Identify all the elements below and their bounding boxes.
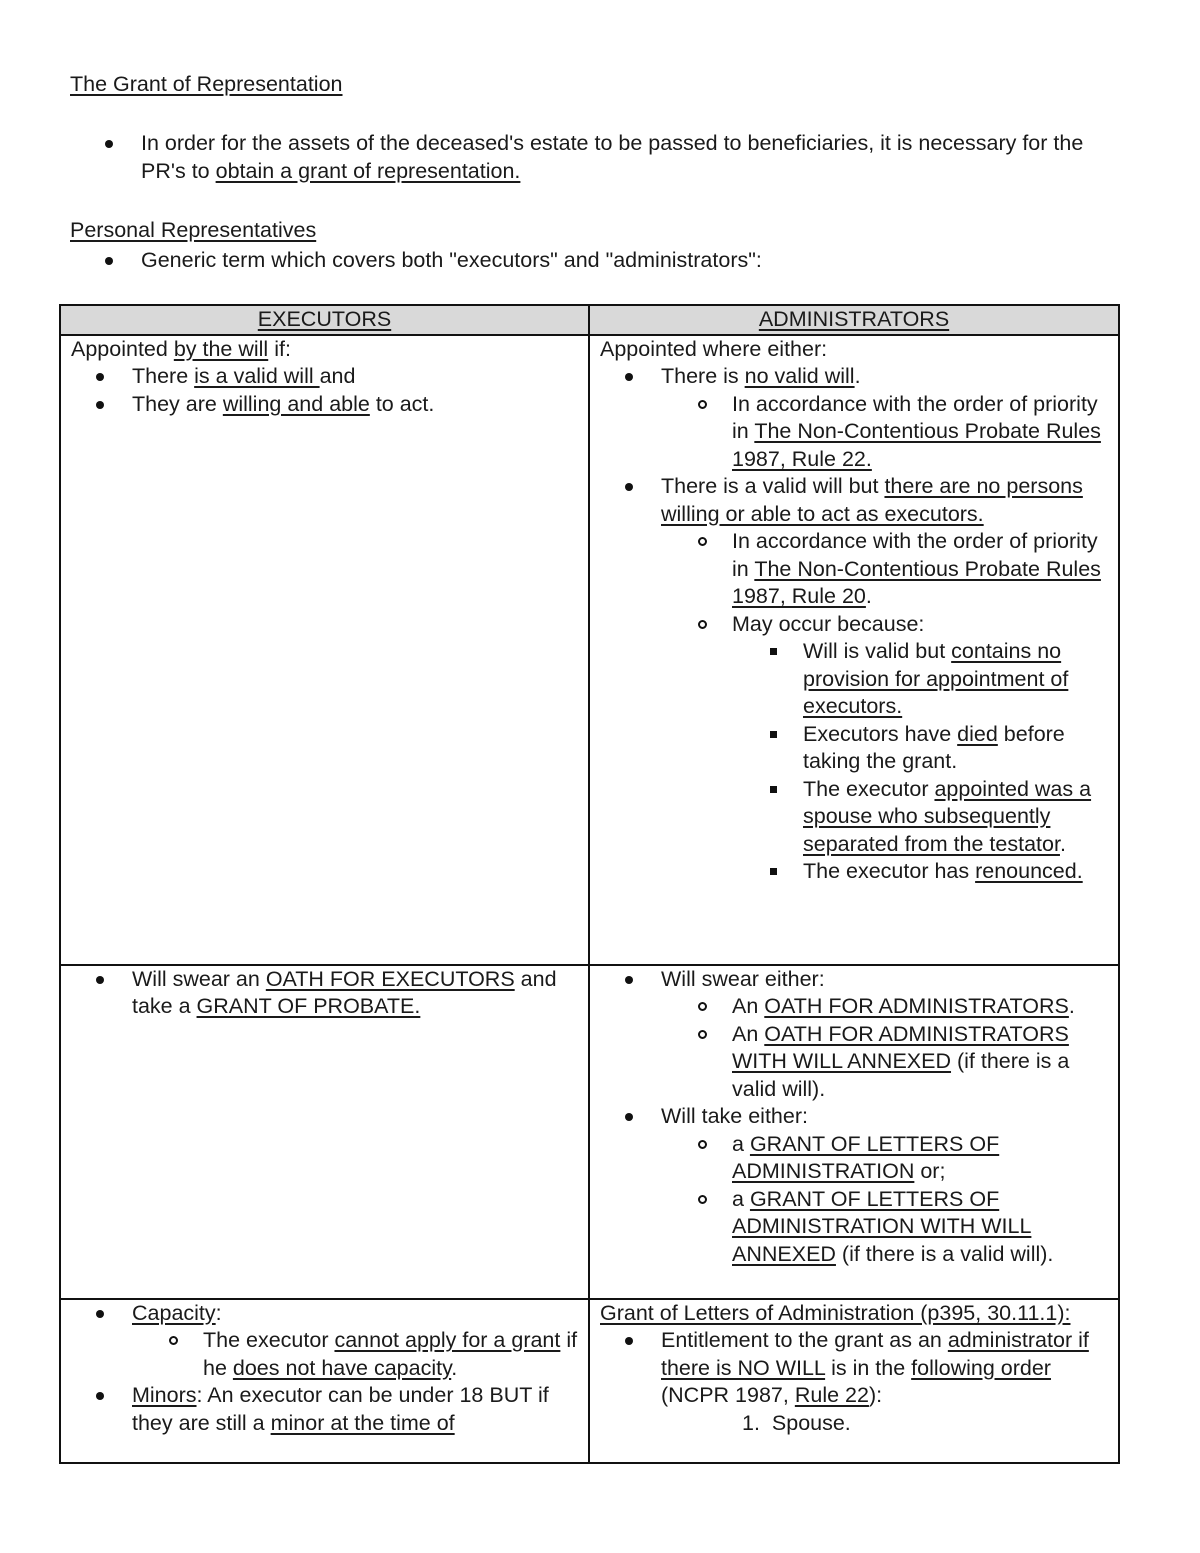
list-item: The executor appointed was a spouse who subsequently separated from the testator. xyxy=(732,776,1108,859)
administrators-appointment-cell: Appointed where either: There is no valid will. In accordance with the order of priority in The Non-Contentious Probate Rules 1987, Rule 22. There is a valid will but there are no persons willing or able to act as executors. In accordance with the order of priority in The Non-Contentious Probate Rules 1987, Rule 20. May occur because: Will is valid but contains no provision for appointment of executors. Executors have died before taking the grant. The executor appointed was a spouse who subsequently separated from the testator. The executor has renounced. xyxy=(589,335,1119,965)
page-title: The Grant of Representation xyxy=(70,72,343,96)
list-item: In order for the assets of the deceased's estate to be passed to beneficiaries, it is necessary for the PR's to obtain a grant of representation. xyxy=(70,130,1130,185)
list-item: Generic term which covers both "executors" and "administrators": xyxy=(70,247,1130,275)
executor-conditions xyxy=(61,363,578,418)
section-heading-personal-representatives: Personal Representatives xyxy=(70,218,317,242)
list-item: Entitlement to the grant as an administrator if there is NO WILL is in the following order (NCPR 1987, Rule 22): xyxy=(590,1327,1108,1410)
list-item: There is no valid will. In accordance with the order of priority in The Non-Contentious Probate Rules 1987, Rule 22. xyxy=(590,363,1108,473)
list-item: Will is valid but contains no provision for appointment of executors. xyxy=(732,638,1108,721)
list-item: Capacity: The executor cannot apply for a grant if he does not have capacity. xyxy=(61,1300,578,1383)
table-row xyxy=(60,965,1119,1299)
list-item: In accordance with the order of priority in The Non-Contentious Probate Rules 1987, Rule 20. xyxy=(661,528,1108,611)
pr-list xyxy=(70,247,1130,275)
header-administrators: ADMINISTRATORS xyxy=(589,305,1119,335)
executors-appointment-cell: Appointed by the will if: There is a valid will and They are willing and able to act. xyxy=(60,335,589,965)
comparison-table xyxy=(59,304,1120,1464)
executors-oath-cell xyxy=(60,965,589,1299)
list-item: The executor has renounced. xyxy=(732,858,1108,886)
list-item: There is a valid will but there are no persons willing or able to act as executors. In accordance with the order of priority in The Non-Contentious Probate Rules 1987, Rule 20. May occur because: Will is valid but contains no provision for appointment of executors. Executors have died before taking the grant. The executor appointed was a spouse who subsequently separated from the testator. The executor has renounced. xyxy=(590,473,1108,886)
list-item: The executor cannot apply for a grant if he does not have capacity. xyxy=(132,1327,578,1382)
list-item: In accordance with the order of priority in The Non-Contentious Probate Rules 1987, Rule 22. xyxy=(661,391,1108,474)
list-item: There is a valid will and xyxy=(61,363,578,391)
intro-list xyxy=(70,130,1130,185)
list-item: An OATH FOR ADMINISTRATORS. xyxy=(661,993,1108,1021)
subheading-letters-of-administration: Grant of Letters of Administration (p395, 30.11.1): xyxy=(600,1300,1071,1325)
list-item: a GRANT OF LETTERS OF ADMINISTRATION WITH WILL ANNEXED (if there is a valid will). xyxy=(661,1186,1108,1269)
list-item: May occur because: Will is valid but contains no provision for appointment of executors. Executors have died before taking the grant. The executor appointed was a spouse who subsequently separated from the testator. The executor has renounced. xyxy=(661,611,1108,886)
list-item: a GRANT OF LETTERS OF ADMINISTRATION or; xyxy=(661,1131,1108,1186)
list-item: An OATH FOR ADMINISTRATORS WITH WILL ANNEXED (if there is a valid will). xyxy=(661,1021,1108,1104)
table-row xyxy=(60,1299,1119,1463)
header-executors: EXECUTORS xyxy=(60,305,589,335)
list-item: Will swear an OATH FOR EXECUTORS and take a GRANT OF PROBATE. xyxy=(61,966,578,1021)
list-item: Minors: An executor can be under 18 BUT if they are still a minor at the time of xyxy=(61,1382,578,1437)
emphasis-text: obtain a grant of representation. xyxy=(215,158,521,183)
executors-capacity-cell xyxy=(60,1299,589,1463)
table-row xyxy=(60,335,1119,965)
list-item: Will swear either: An OATH FOR ADMINISTRATORS. An OATH FOR ADMINISTRATORS WITH WILL ANNEXED (if there is a valid will). xyxy=(590,966,1108,1104)
list-item: Will take either: a GRANT OF LETTERS OF ADMINISTRATION or; a GRANT OF LETTERS OF ADMINISTRATION WITH WILL ANNEXED (if there is a valid will). xyxy=(590,1103,1108,1268)
list-item: They are willing and able to act. xyxy=(61,391,578,419)
numbered-item: 1. Spouse. xyxy=(742,1410,851,1435)
table-header-row xyxy=(60,305,1119,335)
administrators-oath-cell xyxy=(589,965,1119,1299)
administrator-conditions xyxy=(590,363,1108,886)
list-item: Executors have died before taking the grant. xyxy=(732,721,1108,776)
administrators-letters-cell xyxy=(589,1299,1119,1463)
